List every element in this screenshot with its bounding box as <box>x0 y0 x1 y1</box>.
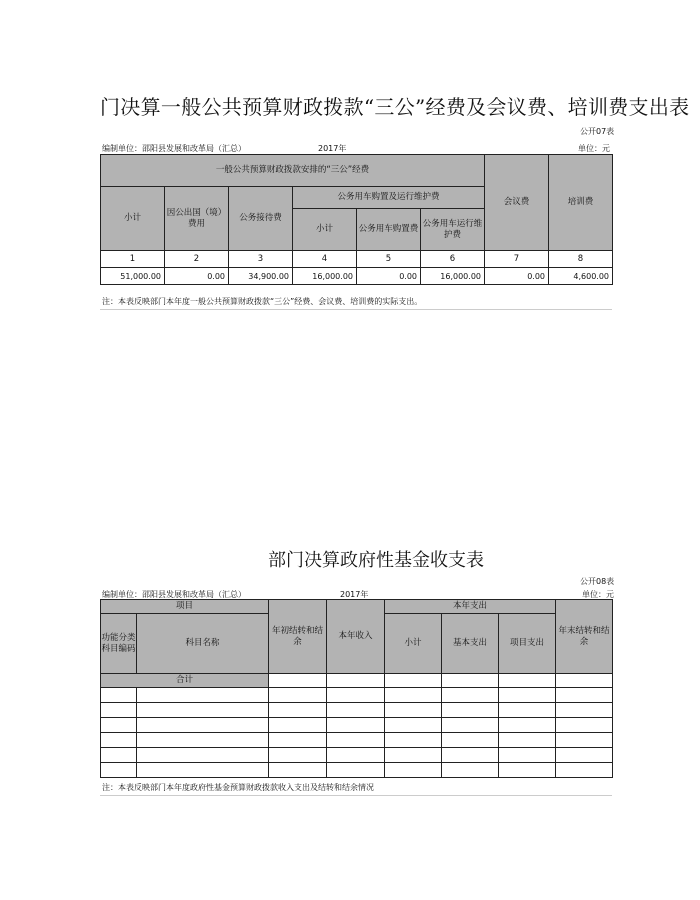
table-row <box>101 748 613 763</box>
header-abroad-fee: 因公出国（境）费用 <box>165 187 229 251</box>
column-index: 4 <box>293 251 357 268</box>
table2-note: 注：本表反映部门本年度政府性基金预算财政拨款收入支出及结转和结余情况 <box>102 783 374 792</box>
table2-title: 部门决算政府性基金收支表 <box>268 550 484 571</box>
header-vehicle-subtotal: 小计 <box>293 209 357 251</box>
table-row <box>101 674 613 688</box>
header-begin-balance: 年初结转和结余 <box>269 600 327 674</box>
column-index: 2 <box>165 251 229 268</box>
header-vehicle-maintenance: 公务用车运行维护费 <box>421 209 485 251</box>
column-index: 5 <box>357 251 421 268</box>
value-cell: 16,000.00 <box>293 268 357 285</box>
table1-unit-label: 编制单位：邵阳县发展和改革局（汇总） <box>102 144 246 153</box>
table-row <box>101 703 613 718</box>
column-index: 7 <box>485 251 549 268</box>
table2 <box>100 599 613 778</box>
column-index: 1 <box>101 251 165 268</box>
column-index: 3 <box>229 251 293 268</box>
header-income: 本年收入 <box>327 600 385 674</box>
header-subtotal: 小计 <box>101 187 165 251</box>
value-cell: 0.00 <box>485 268 549 285</box>
table1-year: 2017年 <box>318 144 347 153</box>
table-row <box>101 733 613 748</box>
header-vehicle-purchase: 公务用车购置费 <box>357 209 421 251</box>
total-label: 合计 <box>101 674 269 688</box>
table1-title: 门决算一般公共预算财政拨款“三公”经费及会议费、培训费支出表 <box>100 95 690 119</box>
table1-bottom-rule <box>100 309 612 310</box>
header-meeting-fee: 会议费 <box>485 155 549 251</box>
header-end-balance: 年末结转和结余 <box>556 600 613 674</box>
table1 <box>100 154 613 285</box>
table2-currency: 单位：元 <box>582 590 614 599</box>
value-cell: 0.00 <box>165 268 229 285</box>
table1-form-number: 公开07表 <box>580 127 615 136</box>
table1-currency: 单位：元 <box>578 144 610 153</box>
header-vehicle-group: 公务用车购置及运行维护费 <box>293 187 485 209</box>
table-row <box>101 688 613 703</box>
header-project-expense: 项目支出 <box>499 614 556 674</box>
column-index: 6 <box>421 251 485 268</box>
table-row <box>101 763 613 778</box>
header-basic-expense: 基本支出 <box>442 614 499 674</box>
header-subject-name: 科目名称 <box>137 614 269 674</box>
value-cell: 34,900.00 <box>229 268 293 285</box>
column-index: 8 <box>549 251 613 268</box>
table-row <box>101 718 613 733</box>
table2-form-number: 公开08表 <box>580 577 615 586</box>
header-expense-subtotal: 小计 <box>385 614 442 674</box>
header-expense-group: 本年支出 <box>385 600 556 614</box>
table2-year: 2017年 <box>340 590 369 599</box>
header-function-code: 功能分类科目编码 <box>101 614 137 674</box>
value-cell: 16,000.00 <box>421 268 485 285</box>
value-cell: 0.00 <box>357 268 421 285</box>
header-item: 项目 <box>101 600 269 614</box>
value-cell: 51,000.00 <box>101 268 165 285</box>
table1-note: 注：本表反映部门本年度一般公共预算财政拨款“三公”经费、会议费、培训费的实际支出。 <box>102 297 423 306</box>
header-three-public-group: 一般公共预算财政拨款安排的“三公”经费 <box>101 155 485 187</box>
header-reception-fee: 公务接待费 <box>229 187 293 251</box>
value-cell: 4,600.00 <box>549 268 613 285</box>
table2-bottom-rule <box>100 795 612 796</box>
table2-unit-label: 编制单位：邵阳县发展和改革局（汇总） <box>102 590 246 599</box>
header-training-fee: 培训费 <box>549 155 613 251</box>
